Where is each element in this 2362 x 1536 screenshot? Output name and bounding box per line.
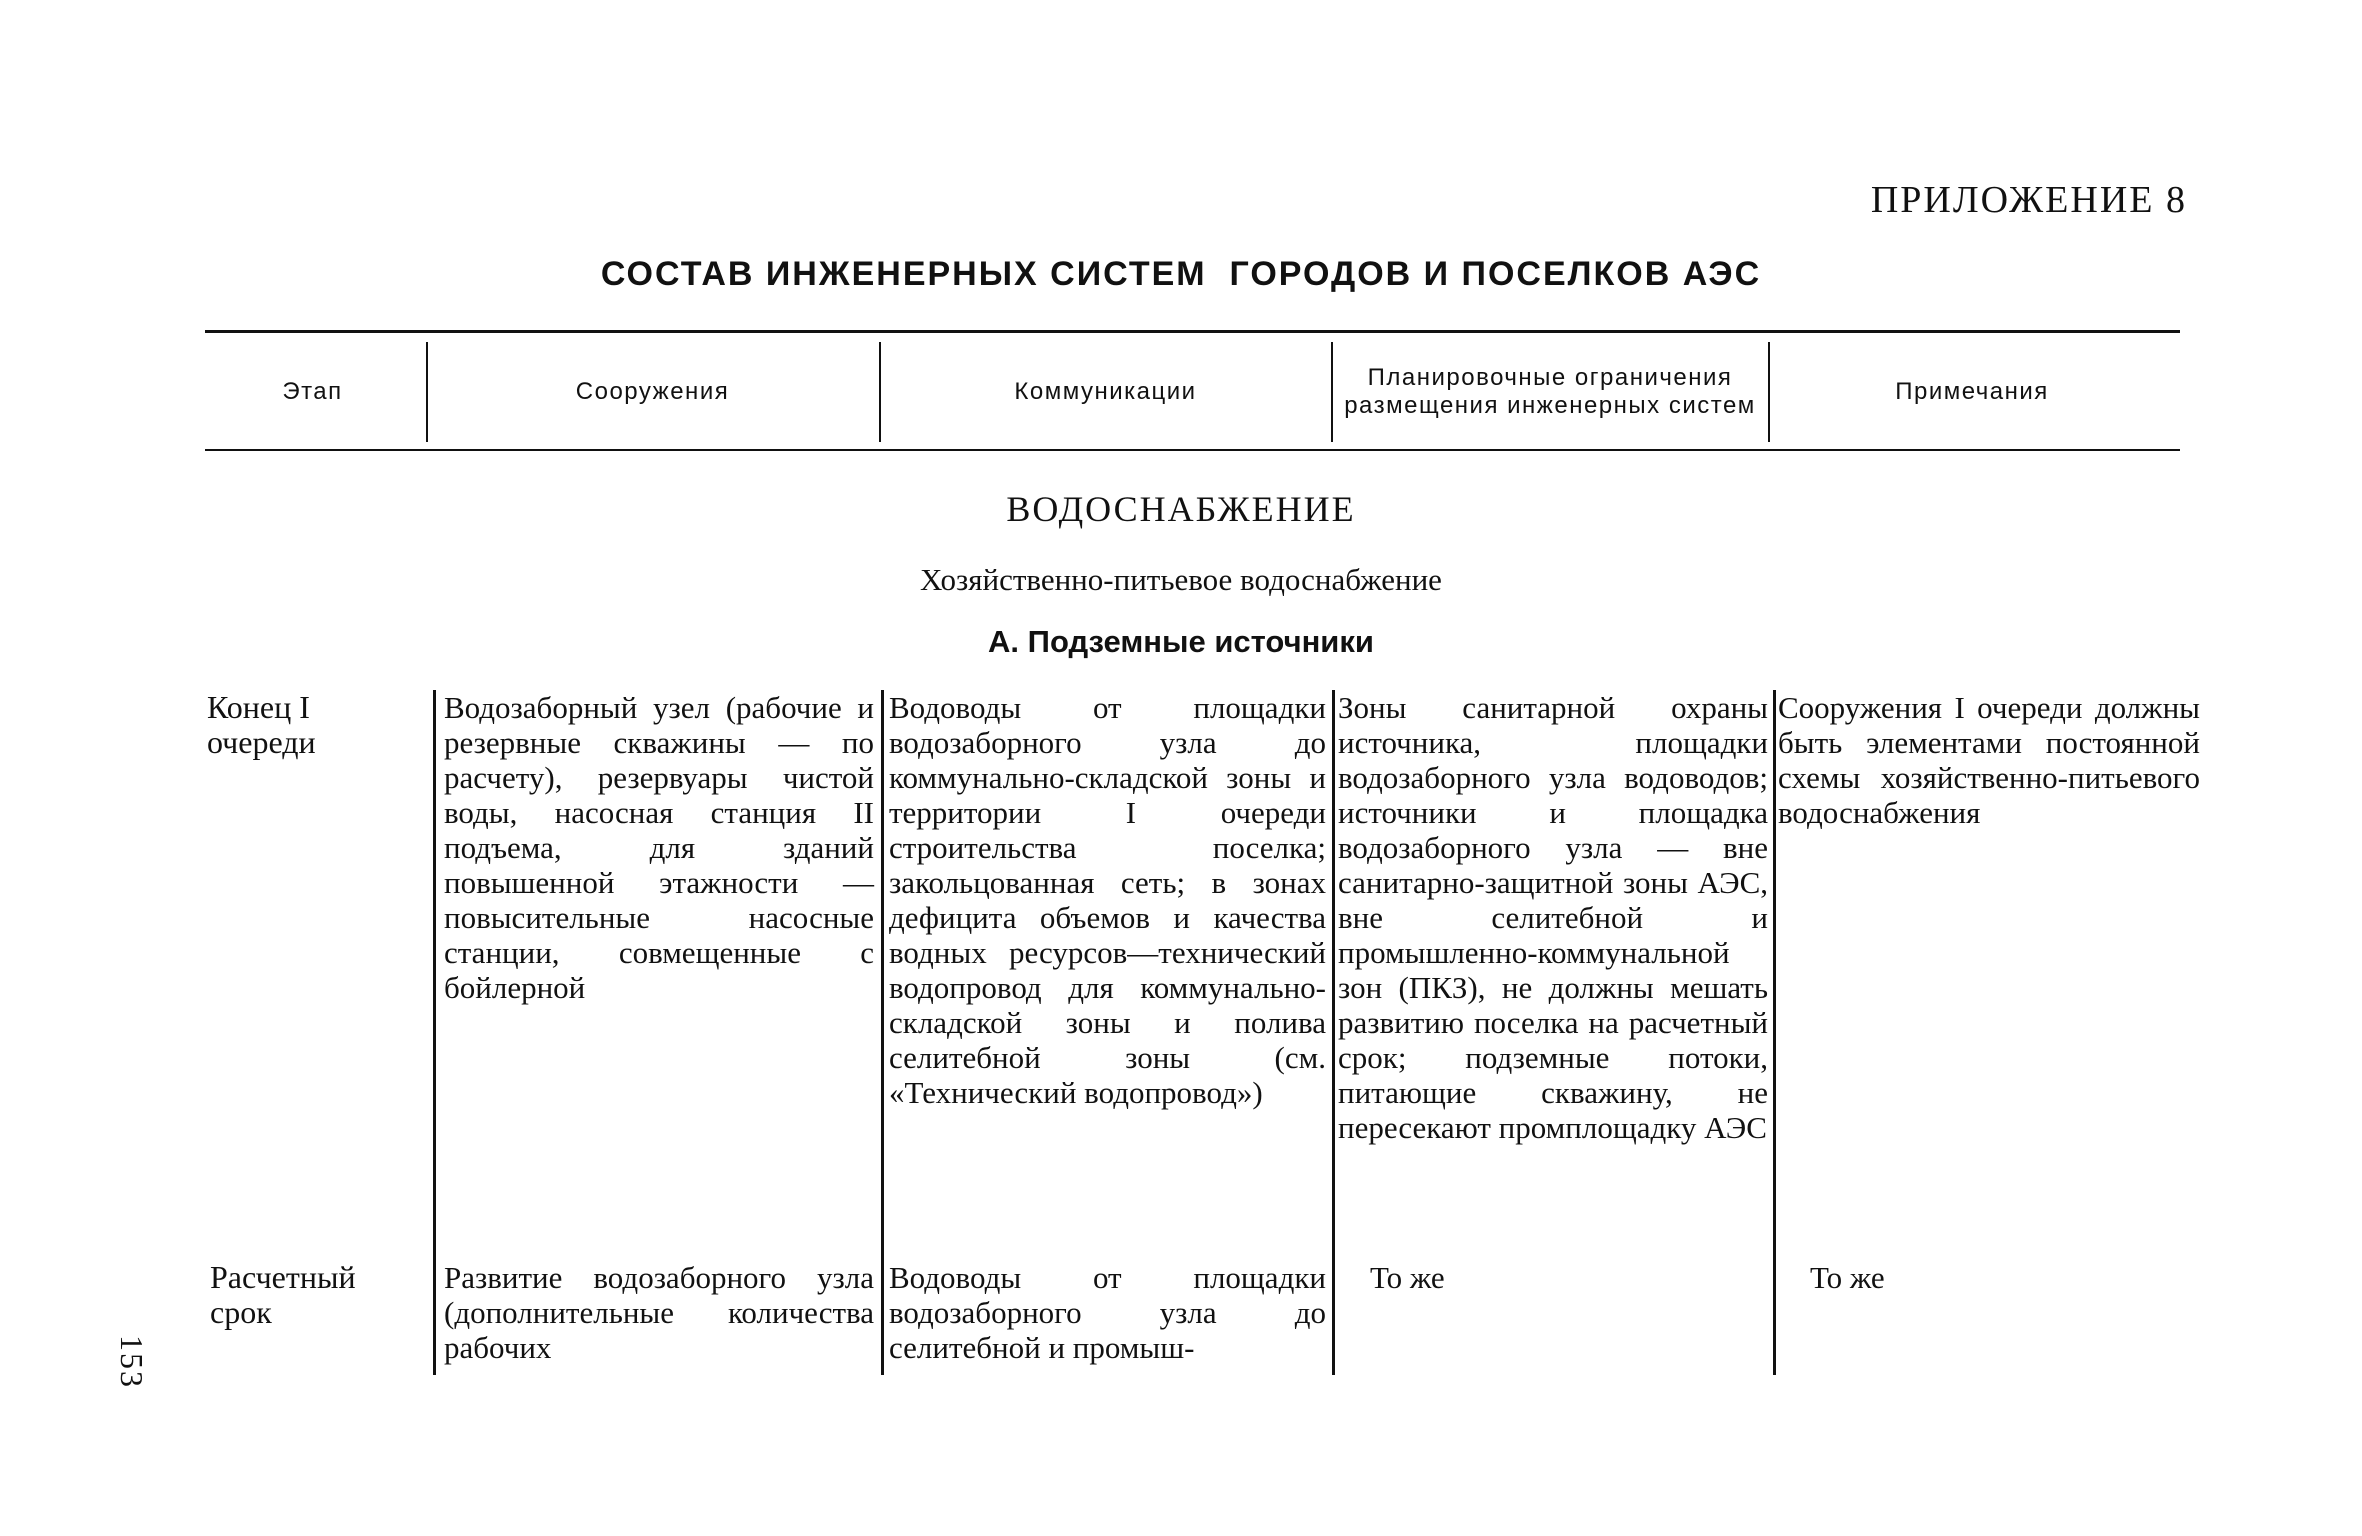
row-constraints: То же [1370,1260,1445,1295]
row-stage: Конец I очереди [207,689,316,760]
header-constraints: Планировочные ограничения размещения инженерных систем [1344,364,1756,419]
row-notes: То же [1810,1260,1885,1295]
subsection-title: А. Подземные источники [988,624,1374,659]
header-notes: Примечания [1895,378,2049,406]
page-title: СОСТАВ ИНЖЕНЕРНЫХ СИСТЕМ ГОРОДОВ И ПОСЕЛКОВ АЭС [600,255,1762,293]
row-structures: Развитие водозаборного узла (дополнительные количества рабочих [444,1260,874,1365]
header-stage: Этап [282,378,343,406]
row-communications: Водоводы от площадки водозаборного узла до коммунально-складской зоны и территории I очереди строительства поселка; закольцованная сеть; в зонах дефицита объемов и качества водных ресурсов—технический водопровод для коммунально-складской зоны и полива селитебной зоны (см. «Технический водопровод») [889,690,1326,1110]
page-number: 153 [114,1335,150,1389]
column-separator [1773,690,1776,1375]
section-title: ВОДОСНАБЖЕНИЕ [1006,489,1356,529]
appendix-label: ПРИЛОЖЕНИЕ 8 [1870,179,2187,221]
header-communications: Коммуникации [1014,378,1197,406]
column-separator [881,690,884,1375]
header-separator [879,342,881,442]
header-separator [1768,342,1770,442]
row-stage: Расчетный срок [210,1259,356,1330]
header-structures: Сооружения [575,378,730,406]
section-subtitle: Хозяйственно-питьевое водоснабжение [920,562,1442,597]
row-constraints: Зоны санитарной охраны источника, площадки водозаборного узла водоводов; источники и площадка водозаборного узла — вне санитарно-защитной зоны АЭС, вне селитебной и промышленно-коммунальной зон (ПКЗ), не должны мешать развитию поселка на расчетный срок; подземные потоки, питающие скважину, не пересекают промплощадку АЭС [1338,690,1768,1145]
column-separator [433,690,436,1375]
row-communications: Водоводы от площадки водозаборного узла до селитебной и промыш- [889,1260,1326,1365]
column-separator [1332,690,1335,1375]
row-structures: Водозаборный узел (рабочие и резервные скважины — по расчету), резервуары чистой воды, насосная станция II подъема, для зданий повышенной этажности — повысительные насосные станции, совмещенные с бойлерной [444,690,874,1005]
header-separator [426,342,428,442]
row-notes: Сооружения I очереди должны быть элементами постоянной схемы хозяйственно-питьевого водоснабжения [1778,690,2200,830]
header-bottom-rule [205,449,2180,451]
header-separator [1331,342,1333,442]
header-top-rule [205,330,2180,333]
